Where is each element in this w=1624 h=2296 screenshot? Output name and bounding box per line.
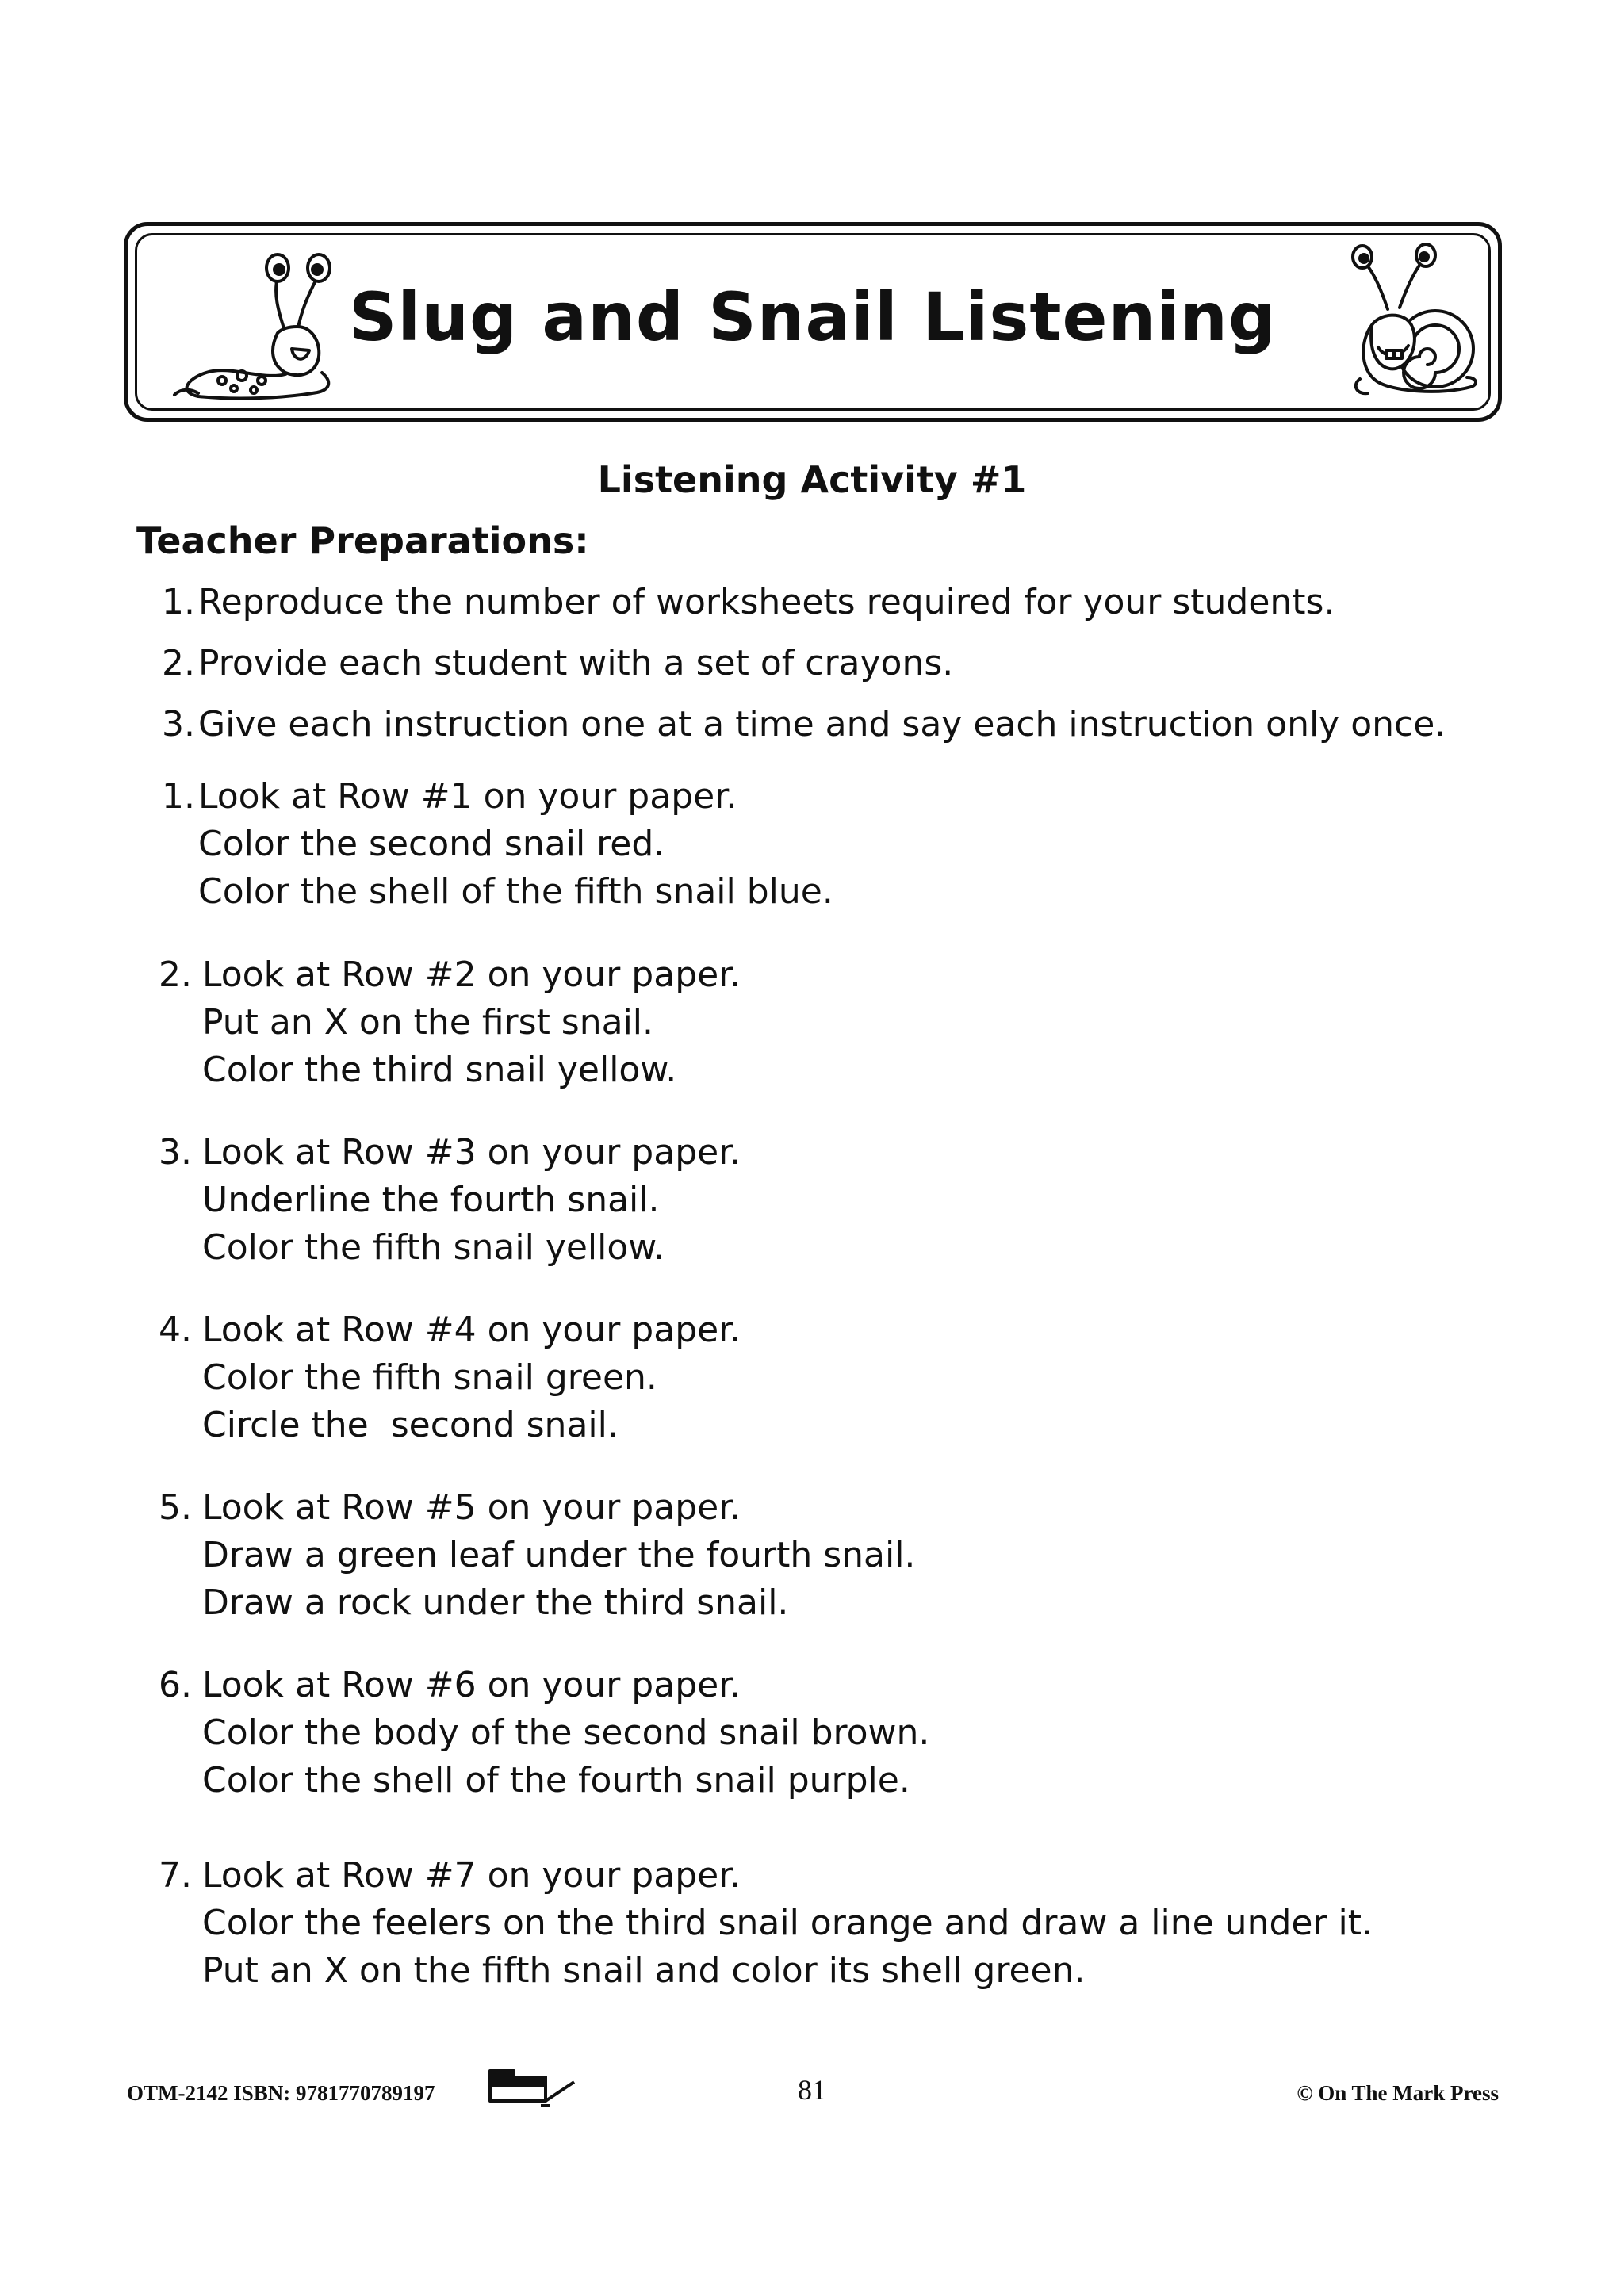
instruction-line: Put an X on the fifth snail and color its shell green.: [202, 1950, 1086, 1991]
footer-publisher: © On The Mark Press: [1297, 2081, 1499, 2105]
instruction-number: 1.: [162, 776, 195, 817]
instruction-line: Color the shell of the fifth snail blue.: [198, 871, 833, 912]
instruction-line: Look at Row #6 on your paper.: [202, 1665, 741, 1705]
instruction-line: Put an X on the first snail.: [202, 1002, 654, 1043]
instruction-number: 5.: [159, 1487, 192, 1528]
instruction-line: Look at Row #7 on your paper.: [202, 1855, 741, 1896]
instruction-line: Draw a rock under the third snail.: [202, 1582, 789, 1623]
activity-title: Listening Activity #1: [597, 458, 1027, 501]
instruction-line: Look at Row #1 on your paper.: [198, 776, 737, 817]
instruction-number: 6.: [159, 1665, 192, 1705]
instruction-number: 3.: [159, 1132, 192, 1173]
prep-item-text: Reproduce the number of worksheets required for your students.: [198, 582, 1335, 622]
prep-item-number: 3.: [162, 704, 195, 744]
instruction-line: Color the fifth snail green.: [202, 1357, 657, 1398]
instruction-number: 4.: [159, 1310, 192, 1350]
instruction-line: Look at Row #4 on your paper.: [202, 1310, 741, 1350]
instruction-line: Look at Row #5 on your paper.: [202, 1487, 741, 1528]
instruction-number: 7.: [159, 1855, 192, 1896]
prep-item-text: Provide each student with a set of crayons.: [198, 643, 954, 683]
instruction-line: Color the feelers on the third snail orange and draw a line under it.: [202, 1903, 1373, 1943]
instruction-number: 2.: [159, 955, 192, 995]
instruction-line: Color the fifth snail yellow.: [202, 1227, 665, 1268]
prep-item-number: 2.: [162, 643, 195, 683]
cartoon-snail-icon: [1332, 238, 1483, 404]
prep-item-number: 1.: [162, 582, 195, 622]
preparations-heading: Teacher Preparations:: [136, 519, 589, 562]
instruction-line: Circle the second snail.: [202, 1405, 619, 1445]
footer-product-code: OTM-2142 ISBN: 9781770789197: [127, 2081, 435, 2105]
page-title: Slug and Snail Listening: [348, 278, 1277, 356]
instruction-line: Look at Row #3 on your paper.: [202, 1132, 741, 1173]
instruction-line: Color the third snail yellow.: [202, 1050, 677, 1090]
prep-item-text: Give each instruction one at a time and say each instruction only once.: [198, 704, 1446, 744]
instruction-line: Color the second snail red.: [198, 824, 665, 864]
instruction-line: Look at Row #2 on your paper.: [202, 955, 741, 995]
page-number: 81: [798, 2074, 826, 2106]
instruction-line: Color the shell of the fourth snail purple.: [202, 1760, 910, 1800]
instruction-line: Color the body of the second snail brown.: [202, 1712, 930, 1753]
instruction-line: Underline the fourth snail.: [202, 1180, 660, 1220]
instruction-line: Draw a green leaf under the fourth snail.: [202, 1535, 916, 1575]
